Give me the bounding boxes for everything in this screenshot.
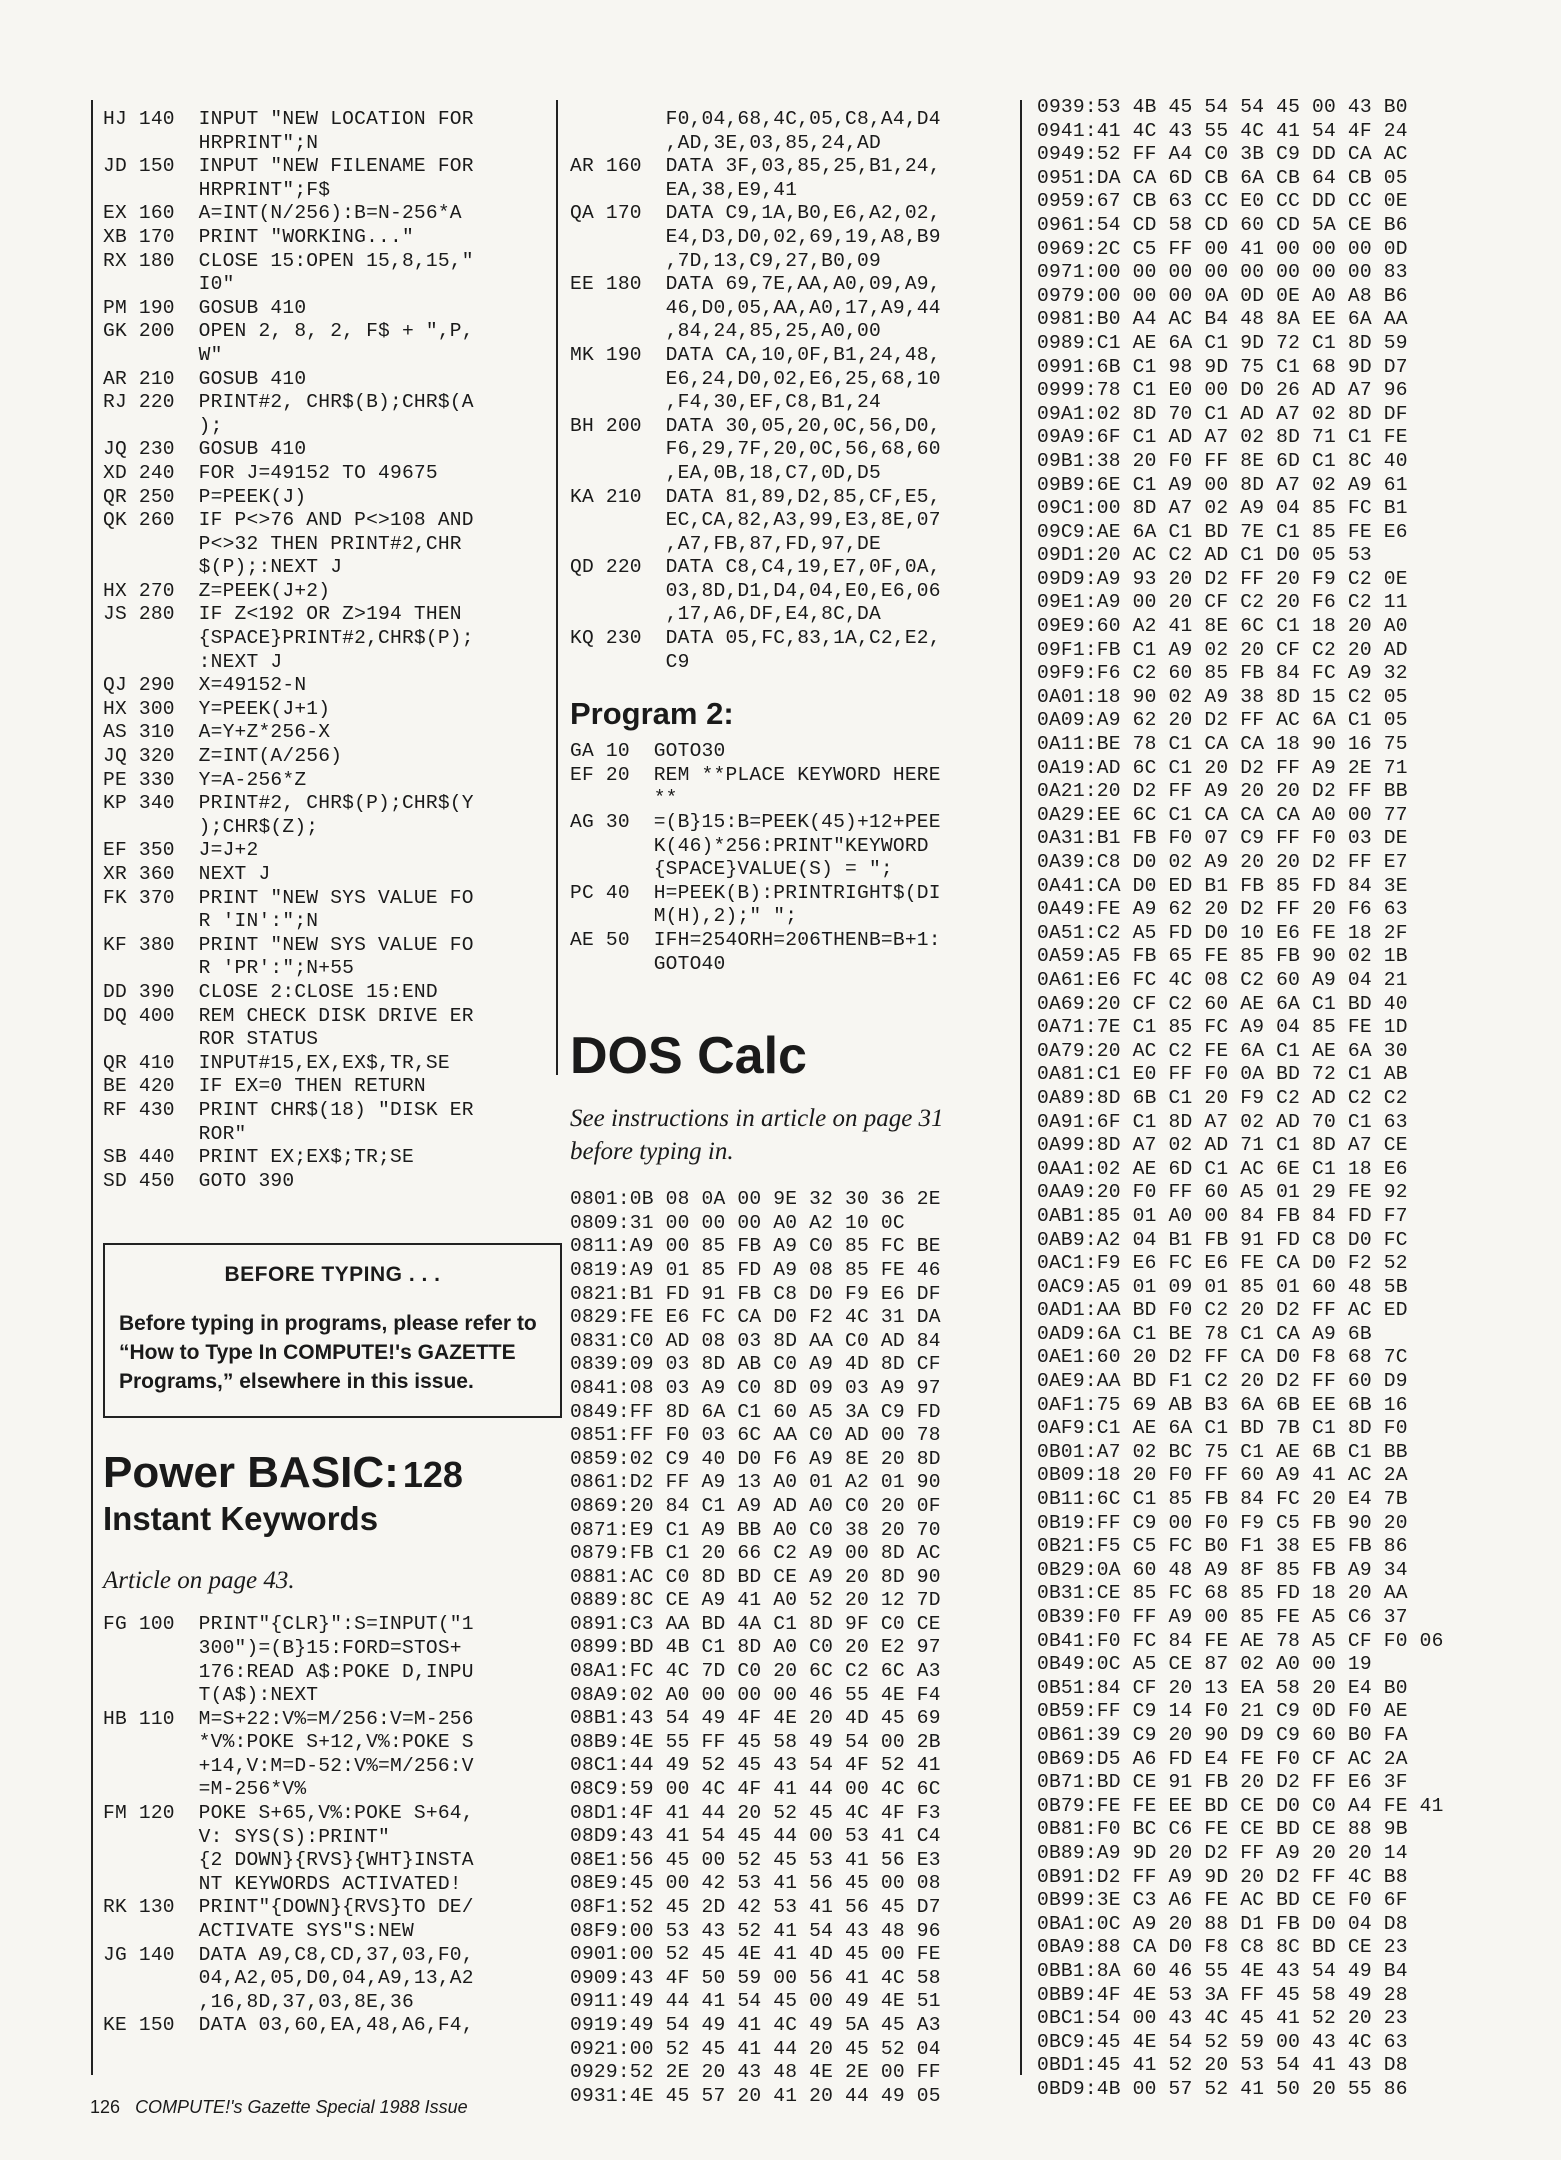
code-line: E6,24,D0,02,E6,25,68,10 [570,367,941,390]
code-line: RJ 220 PRINT#2, CHR$(B);CHR$(A [103,391,474,414]
code-line: 0811:A9 00 85 FB A9 C0 85 FC BE [570,1235,941,1258]
code-line: BH 200 DATA 30,05,20,0C,56,D0, [570,414,941,437]
code-line: 0A89:8D 6B C1 20 F9 C2 AD C2 C2 [1037,1086,1408,1109]
code-line: AE 50 IFH=254ORH=206THENB=B+1: [570,929,941,951]
code-line: ,F4,30,EF,C8,B1,24 [570,391,881,414]
code-line: 09B1:38 20 F0 FF 8E 6D C1 8C 40 [1037,449,1408,472]
listing-dos-calc [570,1188,1015,2108]
code-line: 09C9:AE 6A C1 BD 7E C1 85 FE E6 [1037,520,1408,543]
code-line: 08E1:56 45 00 52 45 53 41 56 E3 [570,1848,941,1871]
code-line: ,EA,0B,18,C7,0D,D5 [570,461,881,484]
code-line: 0AF1:75 69 AB B3 6A 6B EE 6B 16 [1037,1393,1408,1416]
code-line: XB 170 PRINT "WORKING..." [103,225,414,248]
code-line: 0AD9:6A C1 BE 78 C1 CA A9 6B [1037,1322,1372,1345]
code-line: KE 150 DATA 03,60,EA,48,A6,F4, [103,2014,474,2037]
power-basic-number: 128 [402,1454,463,1496]
code-line: 08B9:4E 55 FF 45 58 49 54 00 2B [570,1730,941,1753]
code-line: 0B19:FF C9 00 F0 F9 C5 FB 90 20 [1037,1511,1408,1534]
code-line: *V%:POKE S+12,V%:POKE S [103,1731,474,1754]
power-basic-note: Article on page 43. [103,1567,295,1595]
code-line: JS 280 IF Z<192 OR Z>194 THEN [103,603,462,626]
code-line: ROR STATUS [103,1028,319,1051]
code-line: F0,04,68,4C,05,C8,A4,D4 [570,108,941,130]
code-line: ); [103,414,223,437]
code-line: EC,CA,82,A3,99,E3,8E,07 [570,509,941,532]
code-line: 09C1:00 8D A7 02 A9 04 85 FC B1 [1037,497,1408,520]
code-line: EF 350 J=J+2 [103,839,259,862]
code-line: 0AC9:A5 01 09 01 85 01 60 48 5B [1037,1275,1408,1298]
code-line: 0B61:39 C9 20 90 D9 C9 60 B0 FA [1037,1723,1408,1746]
code-line: T(A$):NEXT [103,1684,319,1707]
code-line: 08F9:00 53 43 52 41 54 43 48 96 [570,1919,941,1942]
code-line: 0801:0B 08 0A 00 9E 32 30 36 2E [570,1188,941,1211]
code-line: 0A71:7E C1 85 FC A9 04 85 FE 1D [1037,1016,1408,1039]
listing-power-basic [103,1613,548,2038]
code-line: 0A51:C2 A5 FD D0 10 E6 FE 18 2F [1037,921,1408,944]
page-footer [90,2097,468,2118]
code-line: R 'IN':";N [103,910,319,933]
code-line: XD 240 FOR J=49152 TO 49675 [103,461,438,484]
code-line: 0AE1:60 20 D2 FF CA D0 F8 68 7C [1037,1346,1408,1369]
code-line: JQ 320 Z=INT(A/256) [103,745,343,768]
code-line: 0A09:A9 62 20 D2 FF AC 6A C1 05 [1037,709,1408,732]
code-line: 08D1:4F 41 44 20 52 45 4C 4F F3 [570,1801,941,1824]
code-line: 0B39:F0 FF A9 00 85 FE A5 C6 37 [1037,1606,1408,1628]
code-line: 0891:C3 AA BD 4A C1 8D 9F C0 CE [570,1612,941,1635]
code-line: 0B31:CE 85 FC 68 85 FD 18 20 AA [1037,1582,1408,1605]
code-line: MK 190 DATA CA,10,0F,B1,24,48, [570,343,941,366]
code-line: 0B01:A7 02 BC 75 C1 AE 6B C1 BB [1037,1440,1408,1463]
code-line: 0A61:E6 FC 4C 08 C2 60 A9 04 21 [1037,968,1408,991]
code-line: JQ 230 GOSUB 410 [103,438,307,461]
code-line: 0B29:0A 60 48 A9 8F 85 FB A9 34 [1037,1558,1408,1581]
code-line: C9 [570,650,690,673]
code-line: 0851:FF F0 03 6C AA C0 AD 00 78 [570,1424,941,1447]
code-line: 0991:6B C1 98 9D 75 C1 68 9D D7 [1037,355,1408,378]
code-line: HRPRINT";F$ [103,178,331,201]
code-line: 0AA1:02 AE 6D C1 AC 6E C1 18 E6 [1037,1157,1408,1180]
code-line: RK 130 PRINT"{DOWN}{RVS}TO DE/ [103,1896,474,1919]
code-line: 0919:49 54 49 41 4C 49 5A 45 A3 [570,2013,941,2036]
column-1 [103,108,548,2038]
code-line: 0939:53 4B 45 54 54 45 00 43 B0 [1037,96,1408,118]
before-typing-box [103,1243,562,1418]
code-line: EX 160 A=INT(N/256):B=N-256*A [103,202,462,225]
code-line: 0B71:BD CE 91 FB 20 D2 FF E6 3F [1037,1771,1408,1794]
code-line: HX 270 Z=PEEK(J+2) [103,579,331,602]
code-line: K(46)*256:PRINT"KEYWORD [570,834,929,857]
code-line: 0979:00 00 00 0A 0D 0E A0 A8 B6 [1037,284,1408,307]
code-line: 0BC1:54 00 43 4C 45 41 52 20 23 [1037,2007,1408,2030]
code-line: 0A19:AD 6C C1 20 D2 FF A9 2E 71 [1037,756,1408,779]
code-line: ,16,8D,37,03,8E,36 [103,1990,414,2013]
code-line: EE 180 DATA 69,7E,AA,A0,09,A9, [570,273,941,296]
code-line: KF 380 PRINT "NEW SYS VALUE FO [103,933,474,956]
code-line: R 'PR':";N+55 [103,957,355,980]
code-line: 0A41:CA D0 ED B1 FB 85 FD 84 3E [1037,874,1408,897]
code-line: 0B91:D2 FF A9 9D 20 D2 FF 4C B8 [1037,1865,1408,1888]
code-line: NT KEYWORDS ACTIVATED! [103,1872,462,1895]
code-line: 0B79:FE FE EE BD CE D0 C0 A4 FE 41 [1037,1794,1444,1817]
code-line: 03,8D,D1,D4,04,E0,E6,06 [570,579,941,602]
code-line: );CHR$(Z); [103,815,319,838]
code-line: EA,38,E9,41 [570,178,798,201]
column-rule-right [1020,100,1022,2075]
code-line: 0869:20 84 C1 A9 AD A0 C0 20 0F [570,1494,941,1517]
code-line: E4,D3,D0,02,69,19,A8,B9 [570,225,941,248]
code-line: 0A91:6F C1 8D A7 02 AD 70 C1 63 [1037,1110,1408,1133]
code-line: {SPACE}VALUE(S) = "; [570,858,893,881]
code-line: 46,D0,05,AA,A0,17,A9,44 [570,296,941,319]
code-line: 0871:E9 C1 A9 BB A0 C0 38 20 70 [570,1518,941,1541]
code-line: 0BA1:0C A9 20 88 D1 FB D0 04 D8 [1037,1912,1408,1935]
code-line: 0821:B1 FD 91 FB C8 D0 F9 E6 DF [570,1282,941,1305]
code-line: ACTIVATE SYS"S:NEW [103,1920,414,1943]
code-line: 0BA9:88 CA D0 F8 C8 8C BD CE 23 [1037,1936,1408,1959]
code-line: 0841:08 03 A9 C0 8D 09 03 A9 97 [570,1376,941,1399]
code-line: 0B11:6C C1 85 FB 84 FC 20 E4 7B [1037,1488,1408,1511]
code-line: 0BD9:4B 00 57 52 41 50 20 55 86 [1037,2077,1408,2100]
code-line: AR 210 GOSUB 410 [103,367,307,390]
code-line: 08C1:44 49 52 45 43 54 4F 52 41 [570,1754,941,1777]
code-line: HJ 140 INPUT "NEW LOCATION FOR [103,108,474,130]
code-line: QR 250 P=PEEK(J) [103,485,307,508]
code-line: QA 170 DATA C9,1A,B0,E6,A2,02, [570,202,941,225]
code-line: 08F1:52 45 2D 42 53 41 56 45 D7 [570,1896,941,1918]
code-line: 0B49:0C A5 CE 87 02 A0 00 19 [1037,1653,1372,1676]
before-typing-body: Before typing in programs, please refer to “How to Type In COMPUTE!'s GAZETTE Programs,” elsewhere in this issue. [119,1312,537,1394]
code-line: JD 150 INPUT "NEW FILENAME FOR [103,155,474,178]
code-line: 0959:67 CB 63 CC E0 CC DD CC 0E [1037,190,1408,213]
code-line: DD 390 CLOSE 2:CLOSE 15:END [103,980,438,1003]
power-basic-title: Power BASIC: [103,1448,399,1498]
power-basic-subtitle: Instant Keywords [103,1500,379,1538]
code-line: 0B59:FF C9 14 F0 21 C9 0D F0 AE [1037,1700,1408,1723]
code-line: PE 330 Y=A-256*Z [103,768,307,791]
code-line: I0" [103,273,235,296]
code-line: 0BB9:4F 4E 53 3A FF 45 58 49 28 [1037,1983,1408,2006]
code-line: KP 340 PRINT#2, CHR$(P);CHR$(Y [103,792,474,815]
code-line: V: SYS(S):PRINT" [103,1825,390,1848]
code-line: FG 100 PRINT"{CLR}":S=INPUT("1 [103,1613,474,1636]
code-line: {SPACE}PRINT#2,CHR$(P); [103,627,474,650]
code-line: 0931:4E 45 57 20 41 20 44 49 05 [570,2084,941,2107]
page-number: 126 [90,2097,121,2117]
code-line: 0911:49 44 41 54 45 00 49 4E 51 [570,1990,941,2013]
code-line: 09E1:A9 00 20 CF C2 20 F6 C2 11 [1037,591,1408,614]
code-line: KQ 230 DATA 05,FC,83,1A,C2,E2, [570,627,941,650]
code-line: 0AA9:20 F0 FF 60 A5 01 29 FE 92 [1037,1181,1408,1204]
code-line: ** [570,787,678,810]
column-3 [1037,96,1517,2101]
code-line: AS 310 A=Y+Z*256-X [103,721,331,744]
code-line: HX 300 Y=PEEK(J+1) [103,697,331,720]
code-line: PM 190 GOSUB 410 [103,296,307,319]
code-line: 0A31:B1 FB F0 07 C9 FF F0 03 DE [1037,827,1408,850]
code-line: 08A9:02 A0 00 00 00 46 55 4E F4 [570,1683,941,1706]
code-line: 176:READ A$:POKE D,INPU [103,1660,474,1683]
code-line: +14,V:M=D-52:V%=M/256:V [103,1754,474,1777]
code-line: :NEXT J [103,650,283,673]
code-line: 08C9:59 00 4C 4F 41 44 00 4C 6C [570,1778,941,1801]
code-line: 0BB1:8A 60 46 55 4E 43 54 49 B4 [1037,1959,1408,1982]
code-line: QJ 290 X=49152-N [103,674,307,697]
code-line: 0809:31 00 00 00 A0 A2 10 0C [570,1211,905,1234]
code-line: 0839:09 03 8D AB C0 A9 4D 8D CF [570,1353,941,1376]
code-line: 0AB9:A2 04 B1 FB 91 FD C8 D0 FC [1037,1228,1408,1251]
code-line: XR 360 NEXT J [103,863,271,885]
code-line: 0951:DA CA 6D CB 6A CB 64 CB 05 [1037,166,1408,189]
code-line: 08E9:45 00 42 53 41 56 45 00 08 [570,1872,941,1895]
code-line: 09E9:60 A2 41 8E 6C C1 18 20 A0 [1037,615,1408,638]
code-line: 0A99:8D A7 02 AD 71 C1 8D A7 CE [1037,1134,1408,1157]
code-line: 09F1:FB C1 A9 02 20 CF C2 20 AD [1037,638,1408,661]
code-line: 0881:AC C0 8D BD CE A9 20 8D 90 [570,1565,941,1588]
code-line: 0861:D2 FF A9 13 A0 01 A2 01 90 [570,1471,941,1494]
code-line: SB 440 PRINT EX;EX$;TR;SE [103,1146,414,1169]
code-line: 0B09:18 20 F0 FF 60 A9 41 AC 2A [1037,1464,1408,1487]
code-line: 08B1:43 54 49 4F 4E 20 4D 45 69 [570,1707,941,1730]
code-line: 0901:00 52 45 4E 41 4D 45 00 FE [570,1943,941,1966]
code-line: 0A49:FE A9 62 20 D2 FF 20 F6 63 [1037,898,1408,921]
code-line: KA 210 DATA 81,89,D2,85,CF,E5, [570,485,941,508]
code-line: 0BD1:45 41 52 20 53 54 41 43 D8 [1037,2054,1408,2077]
code-line: 0B21:F5 C5 FC B0 F1 38 E5 FB 86 [1037,1535,1408,1558]
code-line: HRPRINT";N [103,131,319,154]
code-line: 08A1:FC 4C 7D C0 20 6C C2 6C A3 [570,1660,941,1683]
before-typing-title: BEFORE TYPING . . . [224,1263,441,1287]
code-line: 0AE9:AA BD F1 C2 20 D2 FF 60 D9 [1037,1370,1408,1393]
code-line: 0AC1:F9 E6 FC E6 FE CA D0 F2 52 [1037,1252,1408,1275]
code-line: 0969:2C C5 FF 00 41 00 00 00 0D [1037,237,1408,260]
code-line: 0999:78 C1 E0 00 D0 26 AD A7 96 [1037,379,1408,402]
listing-hrprint [103,108,548,1193]
code-line: F6,29,7F,20,0C,56,68,60 [570,438,941,461]
code-line: 0941:41 4C 43 55 4C 41 54 4F 24 [1037,119,1408,142]
code-line: ,17,A6,DF,E4,8C,DA [570,603,881,626]
code-line: 0A39:C8 D0 02 A9 20 20 D2 FF E7 [1037,851,1408,873]
code-line: 0889:8C CE A9 41 A0 52 20 12 7D [570,1589,941,1612]
code-line: P<>32 THEN PRINT#2,CHR [103,532,462,555]
code-line: 0819:A9 01 85 FD A9 08 85 FE 46 [570,1258,941,1281]
code-line: 0B51:84 CF 20 13 EA 58 20 E4 B0 [1037,1676,1408,1699]
code-line: 0971:00 00 00 00 00 00 00 00 83 [1037,261,1408,284]
code-line: 0A29:EE 6C C1 CA CA CA A0 00 77 [1037,803,1408,826]
code-line: 0989:C1 AE 6A C1 9D 72 C1 8D 59 [1037,331,1408,354]
code-line: {2 DOWN}{RVS}{WHT}INSTA [103,1849,474,1872]
code-line: 0981:B0 A4 AC B4 48 8A EE 6A AA [1037,308,1408,331]
code-line: FM 120 POKE S+65,V%:POKE S+64, [103,1802,474,1825]
code-line: 0A11:BE 78 C1 CA CA 18 90 16 75 [1037,733,1408,756]
column-rule-left [91,100,93,2075]
code-line: M(H),2);" "; [570,905,798,928]
code-line: 0961:54 CD 58 CD 60 CD 5A CE B6 [1037,213,1408,236]
code-line: 0921:00 52 45 41 44 20 45 52 04 [570,2037,941,2060]
code-line: 0A21:20 D2 FF A9 20 20 D2 FF BB [1037,780,1408,803]
code-line: EF 20 REM **PLACE KEYWORD HERE [570,763,941,786]
code-line: =M-256*V% [103,1778,307,1801]
code-line: 0A69:20 CF C2 60 AE 6A C1 BD 40 [1037,992,1408,1015]
code-line: 0929:52 2E 20 43 48 4E 2E 00 FF [570,2061,941,2084]
code-line: SD 450 GOTO 390 [103,1169,295,1192]
code-line: AR 160 DATA 3F,03,85,25,B1,24, [570,155,941,178]
code-line: 0A01:18 90 02 A9 38 8D 15 C2 05 [1037,685,1408,708]
code-line: ,84,24,85,25,A0,00 [570,320,881,343]
code-line: ,7D,13,C9,27,B0,09 [570,249,881,272]
code-line: GOTO40 [570,952,726,975]
code-line: 0909:43 4F 50 59 00 56 41 4C 58 [570,1966,941,1989]
code-line: PC 40 H=PEEK(B):PRINTRIGHT$(DI [570,881,941,904]
code-line: 0AF9:C1 AE 6A C1 BD 7B C1 8D F0 [1037,1417,1408,1440]
code-line: 0879:FB C1 20 66 C2 A9 00 8D AC [570,1542,941,1565]
code-line: 0859:02 C9 40 D0 F6 A9 8E 20 8D [570,1447,941,1470]
code-line: ,A7,FB,87,FD,97,DE [570,532,881,555]
code-line: HB 110 M=S+22:V%=M/256:V=M-256 [103,1707,474,1730]
program2-title: Program 2: [570,696,734,732]
dos-calc-title: DOS Calc [570,1027,807,1086]
code-line: W" [103,343,223,366]
code-line: RX 180 CLOSE 15:OPEN 15,8,15," [103,249,474,272]
code-line: FK 370 PRINT "NEW SYS VALUE FO [103,886,474,909]
code-line: 09B9:6E C1 A9 00 8D A7 02 A9 61 [1037,473,1408,496]
code-line: 0829:FE E6 FC CA D0 F2 4C 31 DA [570,1306,941,1329]
code-line: 0A81:C1 E0 FF F0 0A BD 72 C1 AB [1037,1063,1408,1086]
code-line: 0B41:F0 FC 84 FE AE 78 A5 CF F0 06 [1037,1629,1444,1652]
code-line: 09D9:A9 93 20 D2 FF 20 F9 C2 0E [1037,567,1408,590]
code-line: 0899:BD 4B C1 8D A0 C0 20 E2 97 [570,1636,941,1659]
code-line: 0A79:20 AC C2 FE 6A C1 AE 6A 30 [1037,1039,1408,1062]
code-line: 0831:C0 AD 08 03 8D AA C0 AD 84 [570,1329,941,1352]
code-line: AG 30 =(B}15:B=PEEK(45)+12+PEE [570,811,941,834]
code-line: $(P);:NEXT J [103,556,343,579]
code-line: GK 200 OPEN 2, 8, 2, F$ + ",P, [103,320,474,343]
code-line: 0B81:F0 BC C6 FE CE BD CE 88 9B [1037,1818,1408,1841]
code-line: 09F9:F6 C2 60 85 FB 84 FC A9 32 [1037,662,1408,685]
code-line: DQ 400 REM CHECK DISK DRIVE ER [103,1004,474,1027]
code-line: 09D1:20 AC C2 AD C1 D0 05 53 [1037,544,1372,567]
column-2 [570,108,1015,2108]
code-line: 0849:FF 8D 6A C1 60 A5 3A C9 FD [570,1400,941,1423]
code-line: RF 430 PRINT CHR$(18) "DISK ER [103,1098,474,1121]
code-line: QD 220 DATA C8,C4,19,E7,0F,0A, [570,556,941,579]
code-line: 0949:52 FF A4 C0 3B C9 DD CA AC [1037,143,1408,166]
code-line: 0AB1:85 01 A0 00 84 FB 84 FD F7 [1037,1204,1408,1227]
code-line: 0BC9:45 4E 54 52 59 00 43 4C 63 [1037,2030,1408,2053]
code-line: ,AD,3E,03,85,24,AD [570,131,881,154]
power-basic-heading [103,1448,548,1498]
code-line: 300")=(B}15:FORD=STOS+ [103,1636,462,1659]
code-line: JG 140 DATA A9,C8,CD,37,03,F0, [103,1943,474,1966]
listing-program2 [570,740,1015,976]
code-line: BE 420 IF EX=0 THEN RETURN [103,1075,426,1098]
code-line: 09A9:6F C1 AD A7 02 8D 71 C1 FE [1037,426,1408,449]
code-line: 0B69:D5 A6 FD E4 FE F0 CF AC 2A [1037,1747,1408,1770]
publication-name: COMPUTE!'s Gazette Special 1988 Issue [135,2097,468,2117]
code-line: ROR" [103,1122,247,1145]
column-rule-middle [556,100,558,1075]
dos-calc-note: See instructions in article on page 31 before typing in. [570,1105,944,1166]
code-line: QK 260 IF P<>76 AND P<>108 AND [103,509,474,532]
code-line: 0AD1:AA BD F0 C2 20 D2 FF AC ED [1037,1299,1408,1322]
listing-dos-calc-continued [1037,96,1517,2101]
code-line: GA 10 GOTO30 [570,740,726,763]
code-line: 0B99:3E C3 A6 FE AC BD CE F0 6F [1037,1889,1408,1912]
code-line: 08D9:43 41 54 45 44 00 53 41 C4 [570,1825,941,1848]
code-line: 09A1:02 8D 70 C1 AD A7 02 8D DF [1037,402,1408,425]
code-line: 0B89:A9 9D 20 D2 FF A9 20 20 14 [1037,1841,1408,1864]
code-line: QR 410 INPUT#15,EX,EX$,TR,SE [103,1051,450,1074]
listing-power-basic-continued [570,108,1015,674]
code-line: 0A59:A5 FB 65 FE 85 FB 90 02 1B [1037,945,1408,968]
code-line: 04,A2,05,D0,04,A9,13,A2 [103,1967,474,1990]
